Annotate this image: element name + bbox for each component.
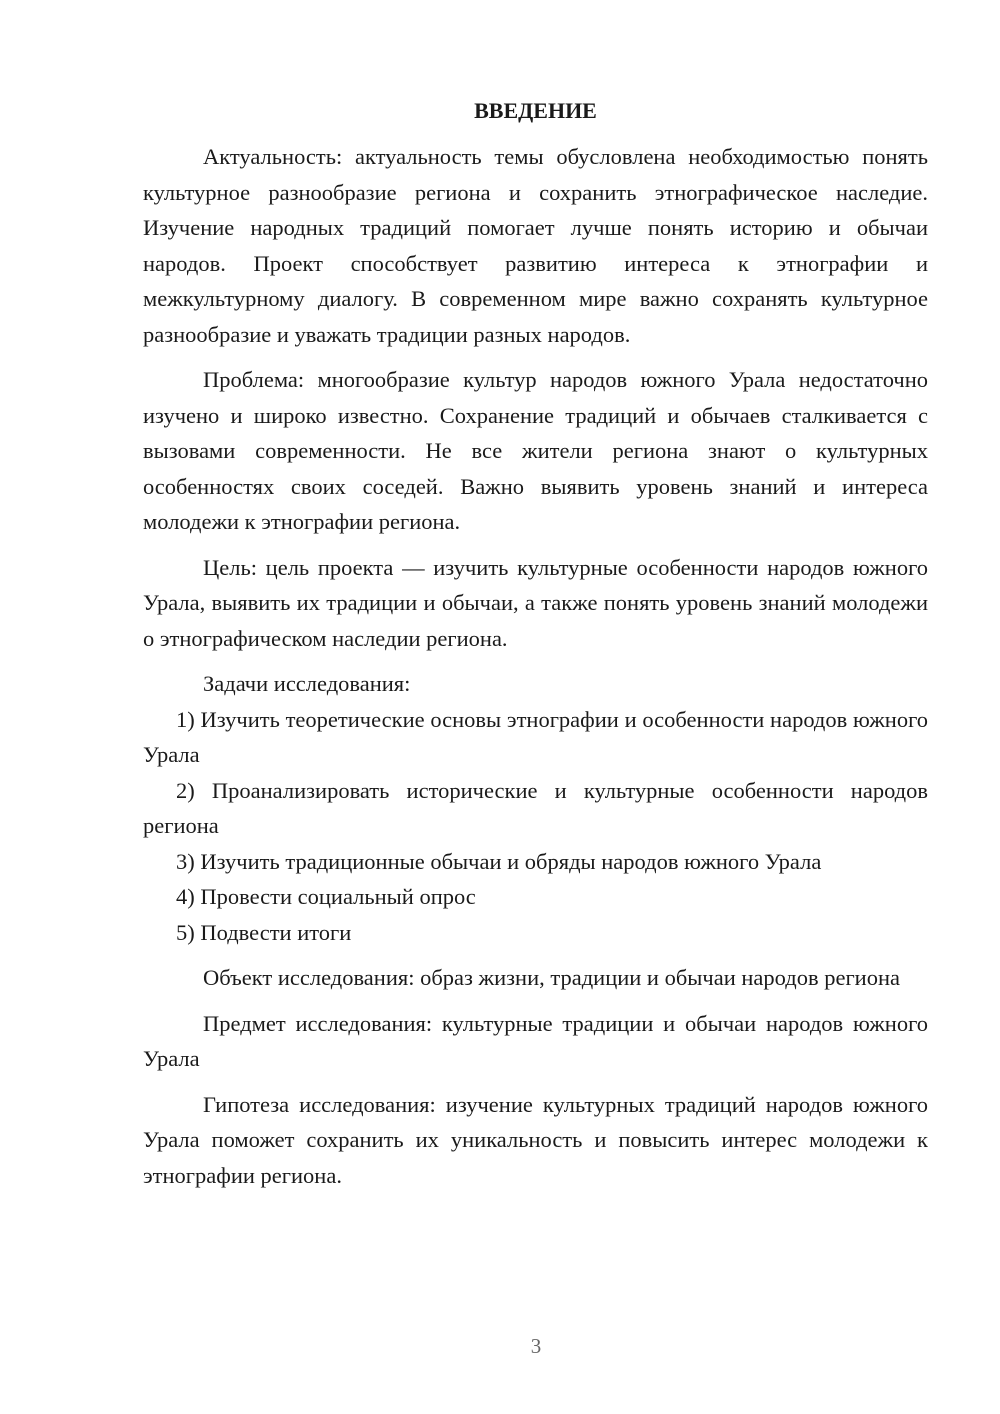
list-item: 5) Подвести итоги	[176, 919, 352, 945]
tasks-heading: Задачи исследования:	[203, 671, 411, 696]
page-title: ВВЕДЕНИЕ	[474, 98, 597, 123]
list-item: 1) Изучить теоретические основы этнографии и особенности народов южного Урала	[143, 706, 928, 767]
paragraph-goal: Цель: цель проекта — изучить культурные особенности народов южного Урала, выявить их традиции и обычаи, а также понять уровень знаний молодежи о этнографическом наследии региона.	[143, 554, 928, 651]
paragraph-problem: Проблема: многообразие культур народов южного Урала недостаточно изучено и широко известно. Сохранение традиций и обычаев сталкивается с вызовами современности. Не все жители региона знают о культурных особенностях своих соседей. Важно выявить уровень знаний и интереса молодежи к этнографии региона.	[143, 367, 928, 534]
paragraph-hypothesis: Гипотеза исследования: изучение культурных традиций народов южного Урала поможет сохранить их уникальность и повысить интерес молодежи к этнографии региона.	[143, 1091, 928, 1188]
list-item: 2) Проанализировать исторические и культурные особенности народов региона	[143, 777, 928, 838]
document-page	[143, 96, 928, 1193]
paragraph-relevance: Актуальность: актуальность темы обусловлена необходимостью понять культурное разнообразие региона и сохранить этнографическое наследие. Изучение народных традиций помогает лучше понять историю и обычаи народов. Проект способствует развитию интереса к этнографии и межкультурному диалогу. В современном мире важно сохранять культурное разнообразие и уважать традиции разных народов.	[143, 144, 928, 347]
paragraph-object: Объект исследования: образ жизни, традиции и обычаи народов региона	[203, 965, 900, 990]
list-item: 4) Провести социальный опрос	[176, 884, 476, 909]
page-number: 3	[530, 1334, 542, 1358]
list-item: 3) Изучить традиционные обычаи и обряды народов южного Урала	[176, 848, 822, 874]
paragraph-subject: Предмет исследования: культурные традиции и обычаи народов южного Урала	[143, 1010, 928, 1071]
